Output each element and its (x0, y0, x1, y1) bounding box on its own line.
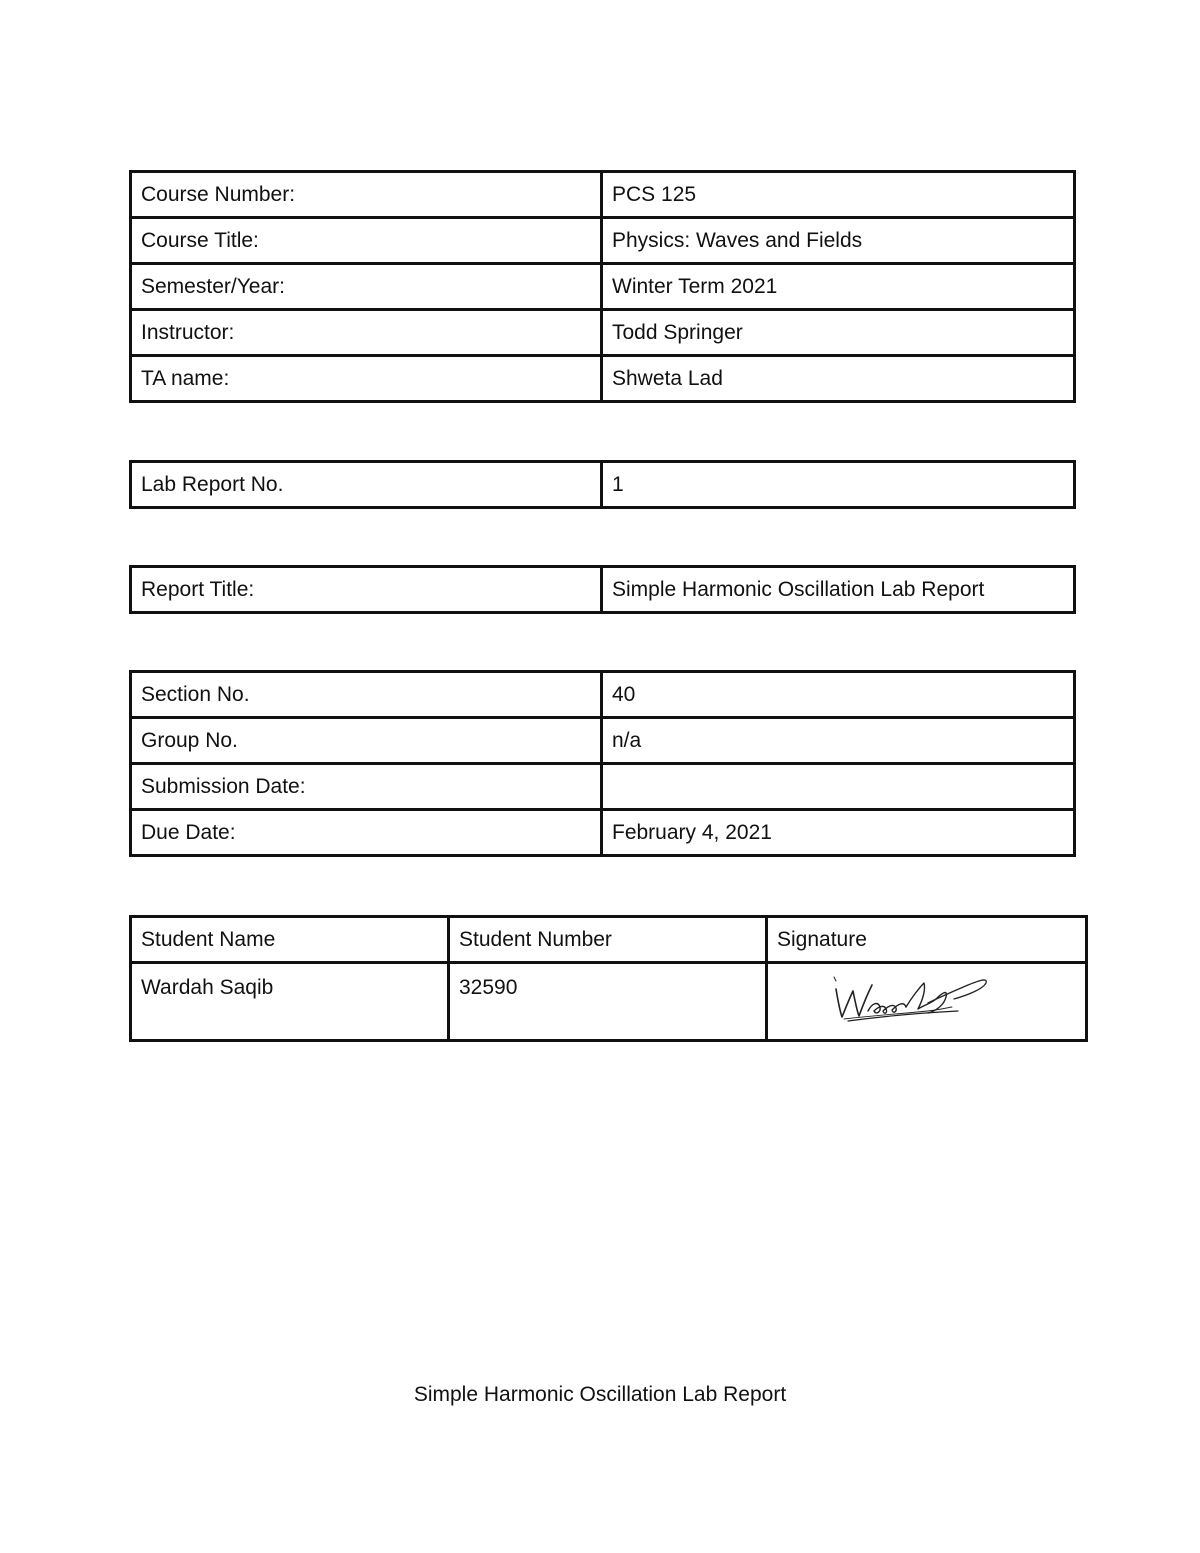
due-date-label: Due Date: (131, 810, 602, 856)
student-table (129, 915, 1088, 1042)
student-number-value: 32590 (449, 963, 767, 1041)
signature-header: Signature (767, 917, 1087, 963)
report-title-table (129, 565, 1076, 614)
student-number-header: Student Number (449, 917, 767, 963)
table-row (131, 264, 1075, 310)
ta-name-value: Shweta Lad (602, 356, 1075, 402)
table-row (131, 567, 1075, 613)
lab-report-number-table (129, 460, 1076, 509)
submission-date-value (602, 764, 1075, 810)
table-row (131, 356, 1075, 402)
table-row (131, 672, 1075, 718)
report-title-value: Simple Harmonic Oscillation Lab Report (602, 567, 1075, 613)
table-row (131, 218, 1075, 264)
report-title-label: Report Title: (131, 567, 602, 613)
group-number-label: Group No. (131, 718, 602, 764)
table-row (131, 172, 1075, 218)
student-name-value: Wardah Saqib (131, 963, 449, 1041)
course-info-table (129, 170, 1076, 403)
table-row (131, 462, 1075, 508)
group-number-value: n/a (602, 718, 1075, 764)
course-title-value: Physics: Waves and Fields (602, 218, 1075, 264)
signature-image (768, 965, 1085, 1039)
section-number-value: 40 (602, 672, 1075, 718)
footer-report-title: Simple Harmonic Oscillation Lab Report (413, 1383, 787, 1406)
student-name-header: Student Name (131, 917, 449, 963)
instructor-value: Todd Springer (602, 310, 1075, 356)
semester-year-value: Winter Term 2021 (602, 264, 1075, 310)
table-row (131, 810, 1075, 856)
submission-date-label: Submission Date: (131, 764, 602, 810)
table-row (131, 764, 1075, 810)
handwritten-signature (828, 971, 1008, 1033)
signature-cell (767, 963, 1087, 1041)
due-date-value: February 4, 2021 (602, 810, 1075, 856)
lab-report-number-value: 1 (602, 462, 1075, 508)
table-header-row (131, 917, 1087, 963)
ta-name-label: TA name: (131, 356, 602, 402)
section-number-label: Section No. (131, 672, 602, 718)
table-row (131, 718, 1075, 764)
course-number-label: Course Number: (131, 172, 602, 218)
lab-report-number-label: Lab Report No. (131, 462, 602, 508)
course-title-label: Course Title: (131, 218, 602, 264)
course-number-value: PCS 125 (602, 172, 1075, 218)
table-row (131, 963, 1087, 1041)
semester-year-label: Semester/Year: (131, 264, 602, 310)
table-row (131, 310, 1075, 356)
section-info-table (129, 670, 1076, 857)
instructor-label: Instructor: (131, 310, 602, 356)
